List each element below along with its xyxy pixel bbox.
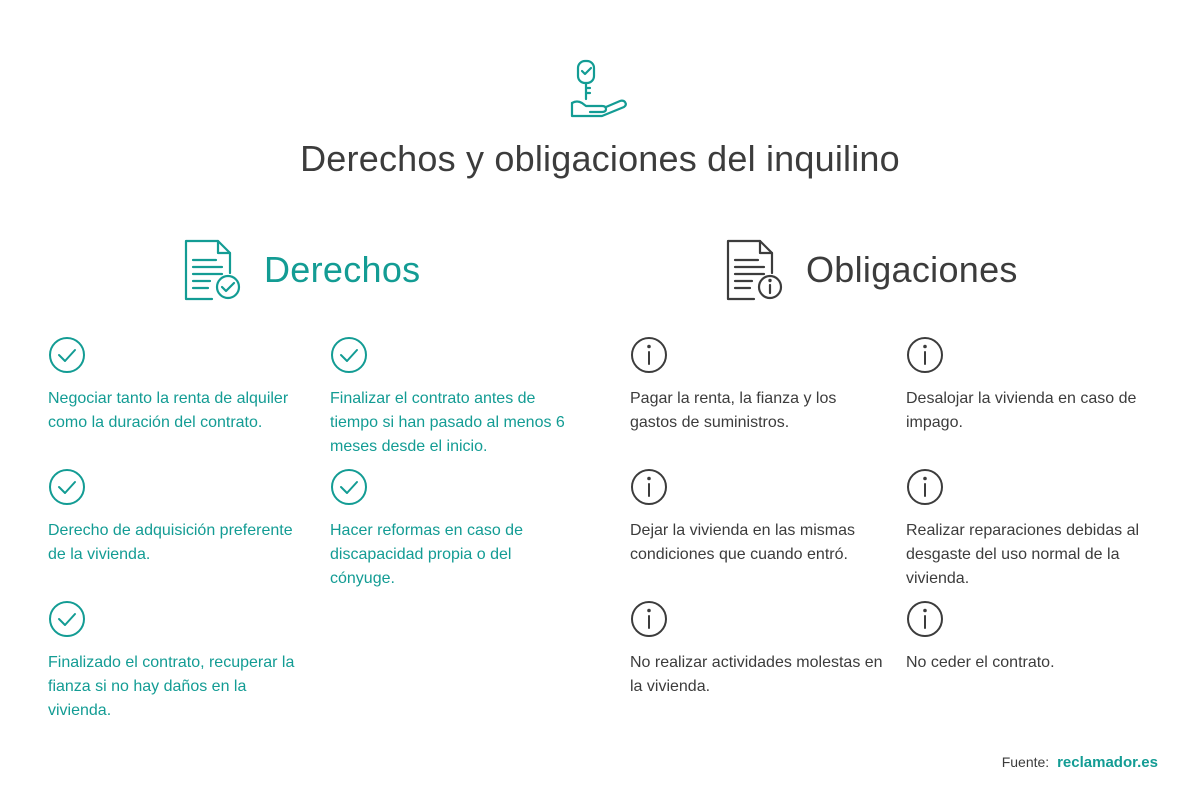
obligaciones-title: Obligaciones xyxy=(806,249,1018,290)
obligacion-item xyxy=(906,468,1156,591)
check-circle-icon xyxy=(330,336,368,374)
obligacion-text: No ceder el contrato. xyxy=(906,654,1055,671)
derecho-item xyxy=(48,336,310,435)
derecho-item xyxy=(48,468,310,567)
derecho-item xyxy=(330,336,580,459)
document-info-icon xyxy=(724,238,784,302)
check-circle-icon xyxy=(48,336,86,374)
obligacion-item xyxy=(630,336,850,435)
source-brand-link[interactable]: reclamador.es xyxy=(1057,754,1158,771)
info-circle-icon xyxy=(630,600,668,638)
obligaciones-header xyxy=(724,238,1018,302)
info-circle-icon xyxy=(630,336,668,374)
info-circle-icon xyxy=(630,468,668,506)
obligacion-item xyxy=(906,336,1156,435)
check-circle-icon xyxy=(330,468,368,506)
derecho-text: Derecho de adquisición preferente de la vivienda. xyxy=(48,522,293,563)
obligacion-item xyxy=(630,600,892,699)
derecho-text: Finalizado el contrato, recuperar la fianza si no hay daños en la vivienda. xyxy=(48,654,295,719)
page-title: Derechos y obligaciones del inquilino xyxy=(300,138,900,179)
derecho-item xyxy=(330,468,545,591)
derechos-title: Derechos xyxy=(264,249,421,290)
obligacion-item xyxy=(630,468,870,567)
obligacion-text: Dejar la vivienda en las mismas condiciones que cuando entró. xyxy=(630,522,855,563)
derecho-text: Hacer reformas en caso de discapacidad propia o del cónyuge. xyxy=(330,522,523,587)
obligacion-text: Pagar la renta, la fianza y los gastos de suministros. xyxy=(630,390,837,431)
derecho-text: Negociar tanto la renta de alquiler como la duración del contrato. xyxy=(48,390,289,431)
check-circle-icon xyxy=(48,468,86,506)
document-check-icon xyxy=(182,238,242,302)
info-circle-icon xyxy=(906,600,944,638)
source-credit xyxy=(1002,754,1158,771)
derechos-header xyxy=(182,238,420,302)
obligacion-text: No realizar actividades molestas en la vivienda. xyxy=(630,654,883,695)
source-label: Fuente: xyxy=(1001,754,1050,770)
hand-holding-key-icon xyxy=(569,58,631,122)
info-circle-icon xyxy=(906,336,944,374)
derecho-item xyxy=(48,600,310,723)
check-circle-icon xyxy=(48,600,86,638)
derecho-text: Finalizar el contrato antes de tiempo si han pasado al menos 6 meses desde el inicio. xyxy=(330,390,565,455)
info-circle-icon xyxy=(906,468,944,506)
obligacion-item xyxy=(906,600,1156,675)
obligacion-text: Desalojar la vivienda en caso de impago. xyxy=(906,390,1137,431)
obligacion-text: Realizar reparaciones debidas al desgaste del uso normal de la vivienda. xyxy=(906,522,1140,587)
